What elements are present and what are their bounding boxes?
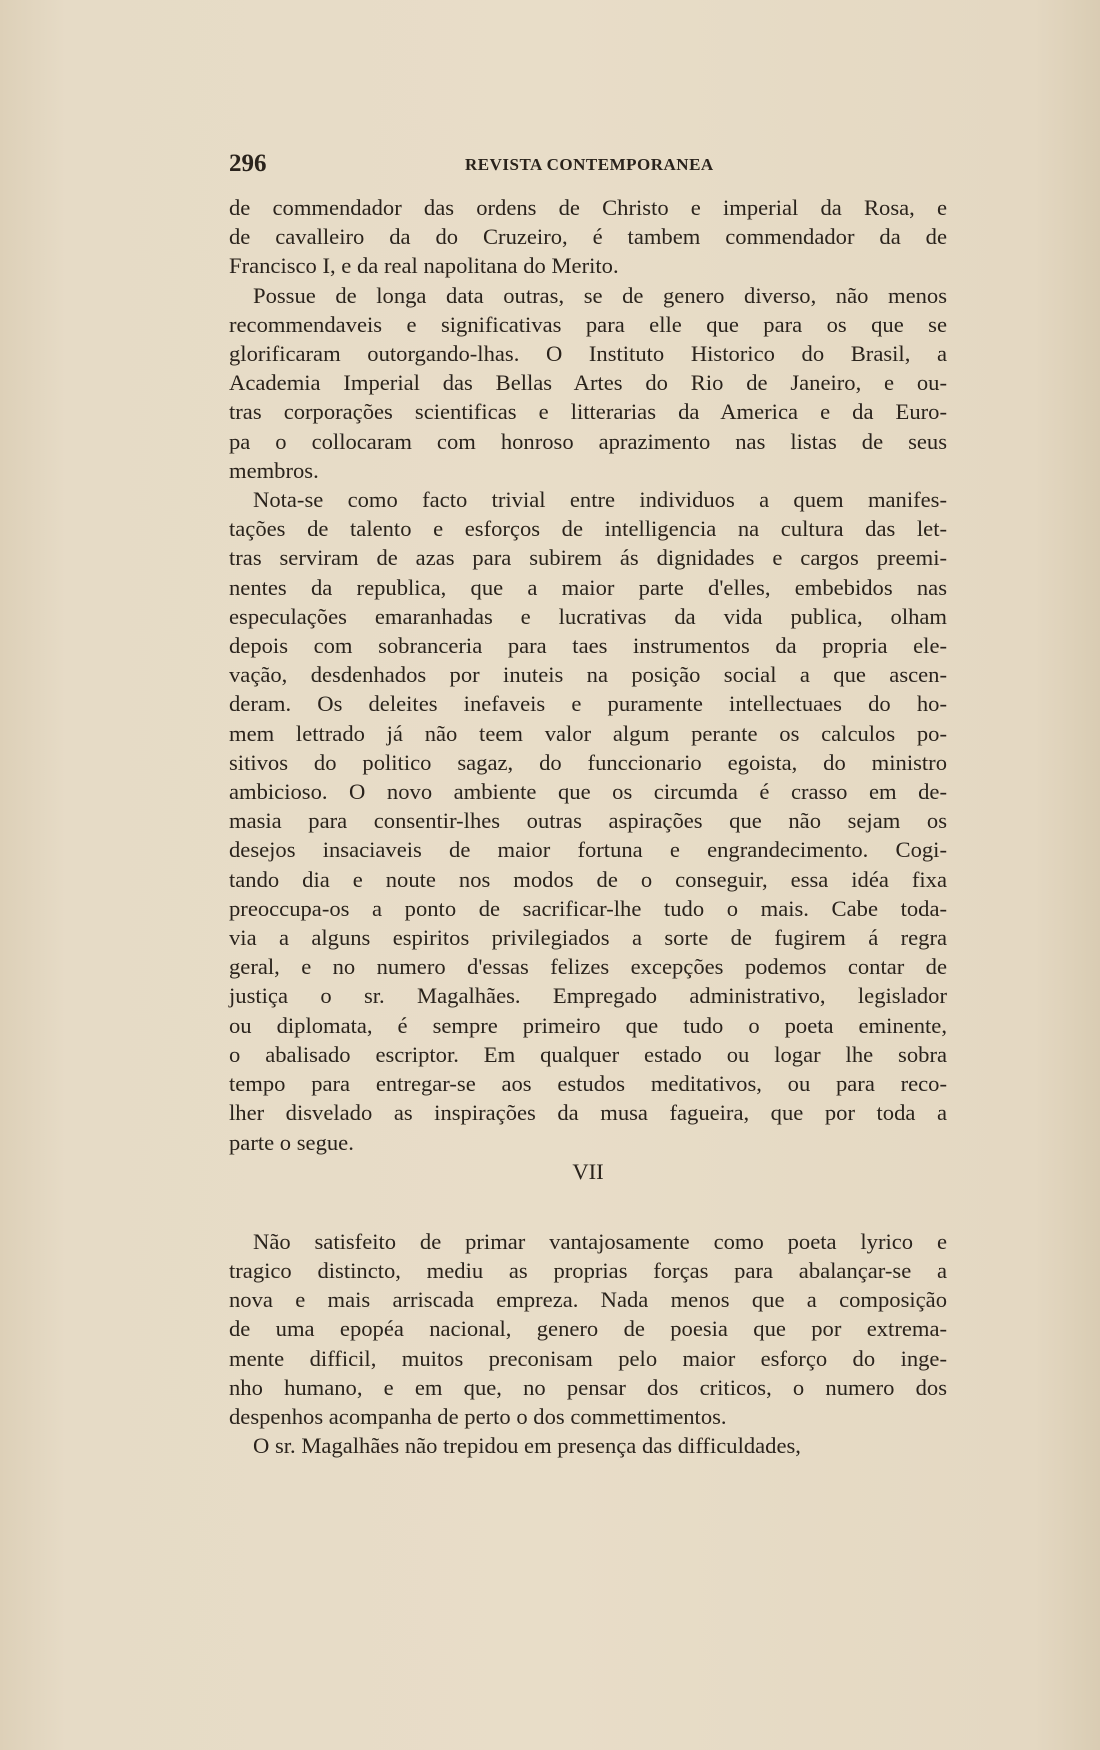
text-line: recommendaveis e significativas para elle que para os que se bbox=[229, 311, 947, 337]
text-line: nho humano, e em que, no pensar dos criticos, o numero dos bbox=[229, 1374, 947, 1400]
text-line: O sr. Magalhães não trepidou em presença das difficuldades, bbox=[253, 1433, 801, 1459]
text-line: justiça o sr. Magalhães. Empregado administrativo, legislador bbox=[229, 983, 947, 1009]
text-line: Nota-se como facto trivial entre individuos a quem manifes- bbox=[253, 487, 947, 513]
running-title: REVISTA CONTEMPORANEA bbox=[465, 155, 714, 174]
section-heading: VII bbox=[572, 1158, 604, 1184]
text-line: parte o segue. bbox=[229, 1129, 354, 1155]
text-line: via a alguns espiritos privilegiados a sorte de fugirem á regra bbox=[229, 925, 947, 951]
text-line: Possue de longa data outras, se de genero diverso, não menos bbox=[253, 282, 947, 308]
text-line: deram. Os deleites inefaveis e puramente intellectuaes do ho- bbox=[229, 691, 947, 717]
text-line: tras corporações scientificas e litterarias da America e da Euro- bbox=[229, 399, 947, 425]
text-line: preoccupa-os a ponto de sacrificar-lhe tudo o mais. Cabe toda- bbox=[229, 895, 947, 921]
text-line: mente difficil, muitos preconisam pelo maior esforço do inge- bbox=[229, 1345, 947, 1371]
text-line: de commendador das ordens de Christo e imperial da Rosa, e bbox=[229, 195, 947, 220]
text-line: desejos insaciaveis de maior fortuna e engrandecimento. Cogi- bbox=[229, 837, 947, 863]
text-line: sitivos do politico sagaz, do funccionario egoista, do ministro bbox=[229, 749, 947, 775]
text-line: Academia Imperial das Bellas Artes do Rio de Janeiro, e ou- bbox=[229, 370, 947, 396]
text-line: o abalisado escriptor. Em qualquer estado ou logar lhe sobra bbox=[229, 1041, 947, 1067]
text-before-section bbox=[229, 193, 947, 1157]
text-line: tações de talento e esforços de intelligencia na cultura das let- bbox=[229, 516, 947, 542]
page-number: 296 bbox=[229, 150, 267, 177]
text-line: nova e mais arriscada empreza. Nada menos que a composição bbox=[229, 1287, 947, 1313]
text-line: tragico distincto, mediu as proprias forças para abalançar-se a bbox=[229, 1257, 947, 1283]
text-line: tando dia e noute nos modos de o conseguir, essa idéa fixa bbox=[229, 866, 947, 892]
text-line: tempo para entregar-se aos estudos meditativos, ou para reco- bbox=[229, 1071, 947, 1097]
body-text bbox=[229, 193, 947, 1460]
text-line: mem lettrado já não teem valor algum perante os calculos po- bbox=[229, 720, 947, 746]
text-after-section bbox=[229, 1227, 947, 1461]
text-line: de cavalleiro da do Cruzeiro, é tambem commendador da de bbox=[229, 224, 947, 250]
text-line: vação, desdenhados por inuteis na posição social a que ascen- bbox=[229, 662, 947, 688]
text-line: glorificaram outorgando-lhas. O Instituto Historico do Brasil, a bbox=[229, 341, 947, 367]
text-line: masia para consentir-lhes outras aspirações que não sejam os bbox=[229, 808, 947, 834]
text-line: geral, e no numero d'essas felizes excepções podemos contar de bbox=[229, 954, 947, 980]
text-line: especulações emaranhadas e lucrativas da vida publica, olham bbox=[229, 603, 947, 629]
page-header bbox=[229, 150, 949, 180]
text-line: despenhos acompanha de perto o dos commettimentos. bbox=[229, 1403, 727, 1429]
text-line: lher disvelado as inspirações da musa fagueira, que por toda a bbox=[229, 1100, 947, 1126]
text-line: ambicioso. O novo ambiente que os circumda é crasso em de- bbox=[229, 779, 947, 805]
text-line: pa o collocaram com honroso aprazimento nas listas de seus bbox=[229, 428, 947, 454]
text-line: depois com sobranceria para taes instrumentos da propria ele- bbox=[229, 633, 947, 659]
text-line: de uma epopéa nacional, genero de poesia que por extrema- bbox=[229, 1316, 947, 1342]
text-line: ou diplomata, é sempre primeiro que tudo o poeta eminente, bbox=[229, 1012, 947, 1038]
text-line: membros. bbox=[229, 457, 319, 483]
text-line: Não satisfeito de primar vantajosamente como poeta lyrico e bbox=[253, 1228, 947, 1254]
text-line: Francisco I, e da real napolitana do Merito. bbox=[229, 253, 619, 279]
text-line: tras serviram de azas para subirem ás dignidades e cargos preemi- bbox=[229, 545, 947, 571]
text-line: nentes da republica, que a maior parte d'elles, embebidos nas bbox=[229, 574, 947, 600]
